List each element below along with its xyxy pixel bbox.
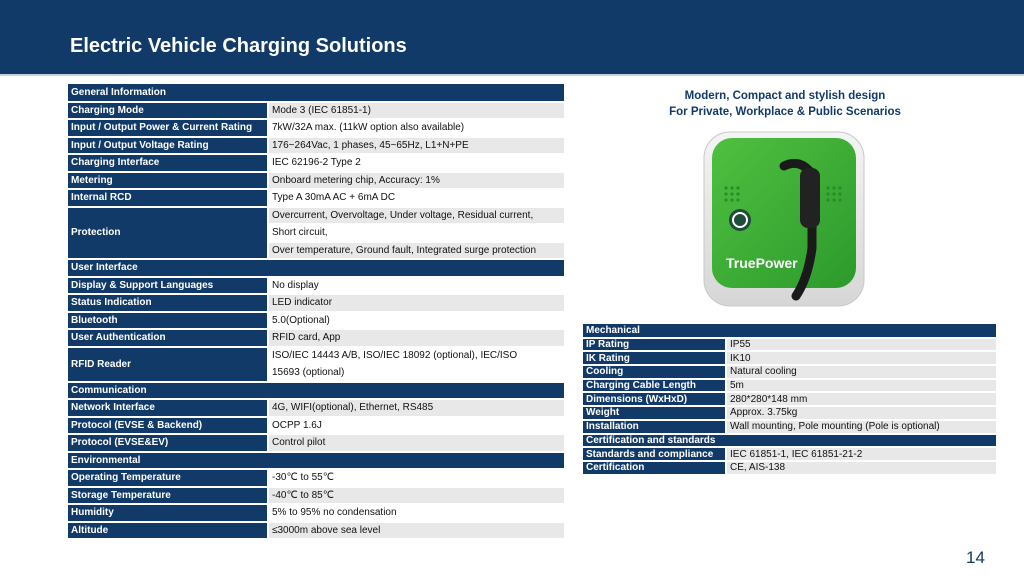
row-value: Type A 30mA AC + 6mA DC [268, 189, 564, 207]
row-value: -30℃ to 55℃ [268, 469, 564, 487]
row-value: Onboard metering chip, Accuracy: 1% [268, 172, 564, 190]
table-row [68, 487, 564, 505]
row-label: Altitude [68, 522, 268, 540]
table-row [583, 461, 996, 475]
table-row [68, 172, 564, 190]
row-label: Protocol (EVSE&EV) [68, 434, 268, 452]
table-row [583, 447, 996, 461]
row-value: LED indicator [268, 294, 564, 312]
ev-charger-image [700, 128, 870, 308]
section-row-certification [583, 434, 996, 448]
row-label: Installation [583, 420, 726, 434]
row-label: Storage Temperature [68, 487, 268, 505]
row-label: Weight [583, 406, 726, 420]
row-value: IEC 62196-2 Type 2 [268, 154, 564, 172]
row-value: 15693 (optional) [268, 364, 564, 382]
section-header-general: General Information [68, 84, 564, 102]
table-row [583, 338, 996, 352]
section-row-ui [68, 259, 564, 277]
table-row [68, 189, 564, 207]
row-value: 176~264Vac, 1 phases, 45~65Hz, L1+N+PE [268, 137, 564, 155]
table-row [68, 154, 564, 172]
table-row [68, 522, 564, 540]
row-label: IP Rating [583, 338, 726, 352]
row-label: Humidity [68, 504, 268, 522]
row-label: Bluetooth [68, 312, 268, 330]
row-label: Dimensions (WxHxD) [583, 392, 726, 406]
section-header-user-interface: User Interface [68, 259, 564, 277]
row-label: Internal RCD [68, 189, 268, 207]
row-value: IK10 [726, 351, 996, 365]
row-label: Certification [583, 461, 726, 475]
row-label: Charging Cable Length [583, 379, 726, 393]
section-row-general [68, 84, 564, 102]
section-header-mechanical: Mechanical [583, 324, 996, 338]
table-row [583, 351, 996, 365]
caption-line-2: For Private, Workplace & Public Scenarios [669, 106, 901, 118]
row-value: CE, AIS-138 [726, 461, 996, 475]
mechanical-spec-table [583, 324, 996, 476]
row-label: Charging Interface [68, 154, 268, 172]
table-row [583, 392, 996, 406]
title-banner [0, 0, 1024, 76]
row-label: Operating Temperature [68, 469, 268, 487]
section-header-environmental: Environmental [68, 452, 564, 470]
row-value: ≤3000m above sea level [268, 522, 564, 540]
table-row [583, 365, 996, 379]
row-label: Metering [68, 172, 268, 190]
row-value: 280*280*148 mm [726, 392, 996, 406]
row-value: Mode 3 (IEC 61851-1) [268, 102, 564, 120]
row-label: Input / Output Voltage Rating [68, 137, 268, 155]
table-row [68, 207, 564, 225]
table-row [68, 312, 564, 330]
section-row-mechanical [583, 324, 996, 338]
row-label: Standards and compliance [583, 447, 726, 461]
row-label: Input / Output Power & Current Rating [68, 119, 268, 137]
row-value: Over temperature, Ground fault, Integrated surge protection [268, 242, 564, 260]
row-value: 5m [726, 379, 996, 393]
row-label: Network Interface [68, 399, 268, 417]
table-row [68, 102, 564, 120]
row-value: 7kW/32A max. (11kW option also available) [268, 119, 564, 137]
table-row [68, 469, 564, 487]
table-row [583, 379, 996, 393]
table-row [68, 434, 564, 452]
caption-line-1: Modern, Compact and stylish design [684, 90, 886, 102]
table-row [68, 329, 564, 347]
row-value: Control pilot [268, 434, 564, 452]
table-row [68, 277, 564, 295]
section-row-environmental [68, 452, 564, 470]
table-row [68, 119, 564, 137]
section-header-communication: Communication [68, 382, 564, 400]
row-label: Display & Support Languages [68, 277, 268, 295]
row-value: Short circuit, [268, 224, 564, 242]
row-label: Charging Mode [68, 102, 268, 120]
row-label: IK Rating [583, 351, 726, 365]
row-value: Overcurrent, Overvoltage, Under voltage, Residual current, [268, 207, 564, 225]
row-value: IP55 [726, 338, 996, 352]
table-row [68, 347, 564, 365]
table-row [68, 504, 564, 522]
row-label: Cooling [583, 365, 726, 379]
row-value: Wall mounting, Pole mounting (Pole is optional) [726, 420, 996, 434]
section-row-communication [68, 382, 564, 400]
table-row [68, 294, 564, 312]
row-value: OCPP 1.6J [268, 417, 564, 435]
row-label: Protection [68, 207, 268, 260]
row-value: 4G, WIFI(optional), Ethernet, RS485 [268, 399, 564, 417]
row-value: IEC 61851-1, IEC 61851-21-2 [726, 447, 996, 461]
row-label: Protocol (EVSE & Backend) [68, 417, 268, 435]
brand-logo-text: TruePower [726, 255, 798, 271]
row-label: Status Indication [68, 294, 268, 312]
general-spec-table [68, 84, 564, 540]
section-header-certification: Certification and standards [583, 434, 996, 448]
table-row [583, 420, 996, 434]
table-row [68, 417, 564, 435]
table-row [583, 406, 996, 420]
row-value: No display [268, 277, 564, 295]
page-title: Electric Vehicle Charging Solutions [70, 35, 407, 57]
row-value: Natural cooling [726, 365, 996, 379]
row-value: -40℃ to 85℃ [268, 487, 564, 505]
page-number: 14 [966, 548, 985, 567]
row-value: 5.0(Optional) [268, 312, 564, 330]
table-row [68, 399, 564, 417]
row-value: Approx. 3.75kg [726, 406, 996, 420]
row-label: User Authentication [68, 329, 268, 347]
row-label: RFID Reader [68, 347, 268, 382]
row-value: 5% to 95% no condensation [268, 504, 564, 522]
row-value: ISO/IEC 14443 A/B, ISO/IEC 18092 (optional), IEC/ISO [268, 347, 564, 365]
table-row [68, 137, 564, 155]
row-value: RFID card, App [268, 329, 564, 347]
